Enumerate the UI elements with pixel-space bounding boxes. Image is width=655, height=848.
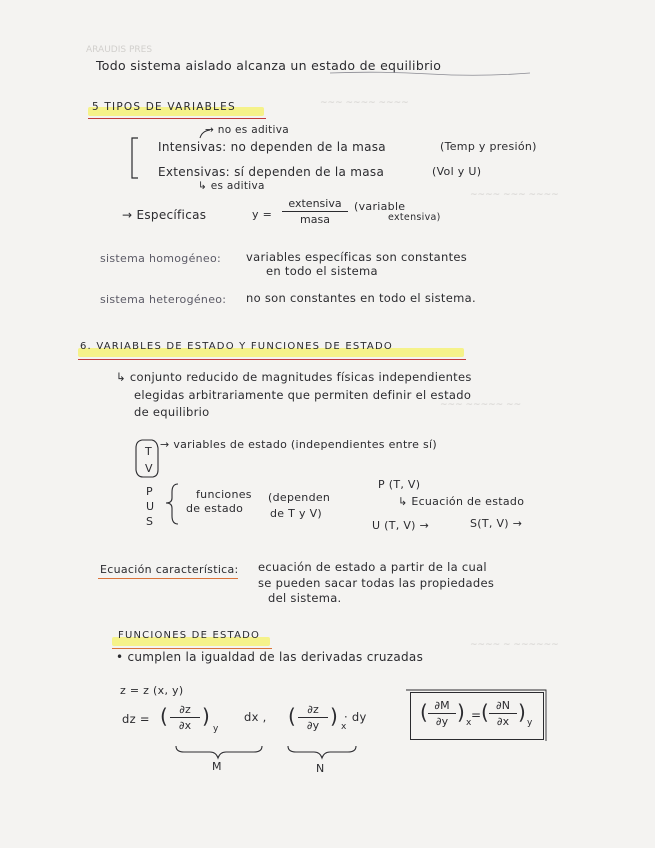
characteristic-text-2: se pueden sacar todas las propiedades	[258, 576, 495, 590]
intro-underline	[330, 72, 530, 75]
brace-N	[288, 746, 356, 758]
subscript-x: x	[466, 718, 472, 728]
section-5-title: 5 TIPOS DE VARIABLES	[92, 101, 236, 113]
specific-note-1: (variable	[354, 200, 406, 213]
homogeneous-text-2: en todo el sistema	[266, 264, 378, 278]
subscript-y: y	[527, 718, 533, 728]
u-of-tv: U (T, V) →	[372, 519, 430, 532]
paren-left: (	[160, 704, 168, 728]
label-M: M	[212, 760, 222, 773]
depends-line-1: (dependen	[268, 491, 331, 504]
dz-label: dz =	[122, 712, 150, 726]
paren-left: (	[481, 700, 489, 724]
dy-term: · dy	[344, 710, 367, 724]
fraction-numerator: ∂z	[298, 703, 328, 718]
fraction-denominator: ∂y	[435, 715, 449, 728]
func-S: S	[146, 515, 154, 528]
bleed-through-text: ~~~ ~~~~~ ~~	[440, 400, 522, 410]
specific-y: y =	[252, 208, 273, 221]
equation-of-state: ↳ Ecuación de estado	[398, 495, 525, 508]
bracket	[132, 138, 138, 178]
functions-label-2: de estado	[186, 502, 244, 515]
definition-line-3: de equilibrio	[134, 405, 210, 419]
subscript-x: x	[341, 722, 347, 732]
functions-label-1: funciones	[196, 488, 252, 501]
paren-right: )	[518, 700, 526, 724]
equals-sign: =	[471, 708, 482, 722]
extensive-examples: (Vol y U)	[432, 165, 482, 178]
specific-note-2: extensiva)	[388, 212, 441, 223]
intensive-text: Intensivas: no dependen de la masa	[158, 140, 386, 154]
characteristic-text-3: del sistema.	[268, 591, 342, 605]
fraction-denominator: ∂x	[496, 715, 510, 728]
definition-line-1: ↳ conjunto reducido de magnitudes físicas independientes	[116, 370, 472, 384]
bleed-through-text: ARAUDIS PRES	[86, 45, 153, 55]
bleed-through-text: ~~~~ ~ ~~~~~~	[470, 640, 559, 650]
state-variables-text: → variables de estado (independientes entre sí)	[160, 438, 437, 451]
functions-title: FUNCIONES DE ESTADO	[118, 630, 261, 641]
tv-enclosure	[136, 440, 158, 477]
subscript-y: y	[213, 724, 219, 734]
func-P: P	[146, 485, 153, 498]
definition-line-2: elegidas arbitrariamente que permiten definir el estado	[134, 388, 472, 402]
characteristic-label: Ecuación característica:	[100, 563, 239, 576]
fraction-numerator: ∂N	[489, 699, 517, 714]
paren-right: )	[457, 700, 465, 724]
fraction-numerator: ∂M	[428, 699, 456, 714]
paren-left: (	[420, 700, 428, 724]
specific-label: → Específicas	[122, 208, 207, 222]
label-N: N	[316, 762, 325, 775]
fraction-denominator: masa	[300, 213, 330, 226]
extensive-text: Extensivas: sí dependen de la masa	[158, 165, 385, 179]
section-6-title: 6. VARIABLES DE ESTADO Y FUNCIONES DE ESTADO	[80, 341, 393, 352]
state-var-V: V	[145, 462, 153, 475]
extensive-note: ↳ es aditiva	[198, 180, 265, 192]
paren-right: )	[330, 704, 338, 728]
brace-M	[176, 746, 262, 758]
homogeneous-text-1: variables específicas son constantes	[246, 250, 468, 264]
cross-derivatives-bullet: • cumplen la igualdad de las derivadas cruzadas	[116, 650, 424, 664]
fraction-numerator: extensiva	[282, 197, 348, 212]
paren-left: (	[288, 704, 296, 728]
heterogeneous-label: sistema heterogéneo:	[100, 293, 227, 306]
func-U: U	[146, 500, 155, 513]
heterogeneous-text: no son constantes en todo el sistema.	[246, 291, 476, 305]
curly-brace	[166, 484, 178, 524]
fraction-denominator: ∂y	[306, 719, 320, 732]
intensive-examples: (Temp y presión)	[440, 140, 537, 153]
s-of-tv: S(T, V) →	[470, 517, 523, 530]
z-definition: z = z (x, y)	[120, 684, 184, 697]
fraction-numerator: ∂z	[170, 703, 200, 718]
box-shadow-line	[406, 690, 546, 741]
fraction-denominator: ∂x	[178, 719, 192, 732]
depends-line-2: de T y V)	[270, 507, 322, 520]
homogeneous-label: sistema homogéneo:	[100, 252, 222, 265]
bleed-through-text: ~~~~ ~~~ ~~~~	[470, 190, 559, 200]
intro-text: Todo sistema aislado alcanza un estado de equilibrio	[96, 58, 442, 73]
intensive-note: → no es aditiva	[205, 124, 290, 136]
bleed-through-text: ~~~ ~~~~ ~~~~	[320, 98, 409, 108]
p-of-tv: P (T, V)	[378, 478, 421, 491]
characteristic-text-1: ecuación de estado a partir de la cual	[258, 560, 487, 574]
state-var-T: T	[145, 445, 153, 458]
arrow-icon	[200, 130, 210, 138]
dx-term: dx ,	[244, 710, 267, 724]
paren-right: )	[202, 704, 210, 728]
